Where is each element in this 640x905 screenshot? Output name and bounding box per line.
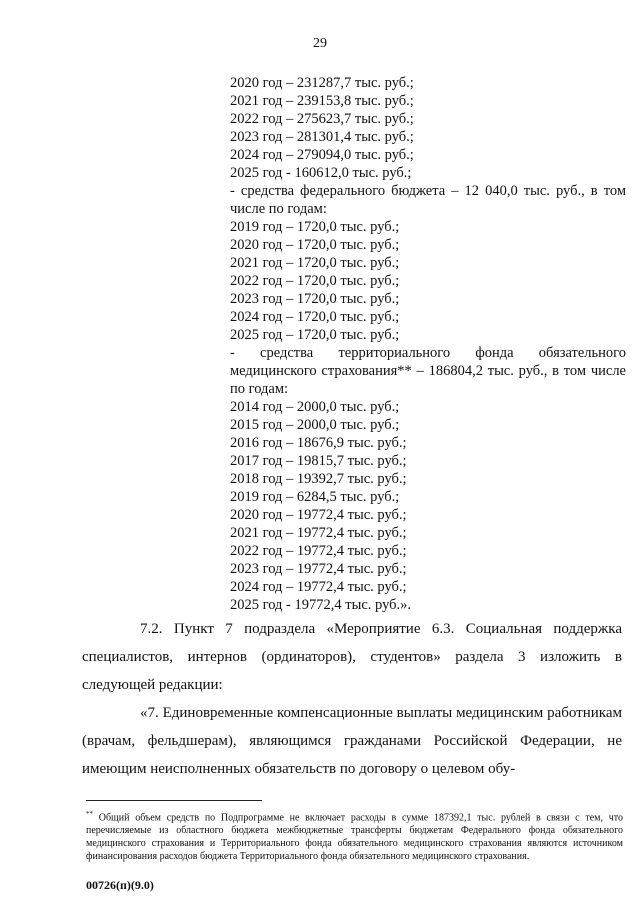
list-item: 2015 год – 2000,0 тыс. руб.;: [230, 417, 400, 433]
list-item: 2024 год – 279094,0 тыс. руб.;: [230, 147, 414, 163]
list-item: 2019 год – 1720,0 тыс. руб.;: [230, 219, 400, 235]
list-item: 2025 год - 160612,0 тыс. руб.;: [230, 165, 412, 181]
list-item: 2020 год – 231287,7 тыс. руб.;: [230, 75, 414, 91]
list-item: 2016 год – 18676,9 тыс. руб.;: [230, 435, 407, 451]
form-code: 00726(п)(9.0): [86, 878, 154, 892]
footnote-divider: [86, 800, 262, 801]
body-text: [82, 615, 622, 783]
paragraph: «7. Единовременные компенсационные выплаты медицинским работникам (врачам, фельдшерам), являющимся гражданами Российской Федерации, не имеющим неисполненных обязательств по договору о целевом обу-: [82, 705, 622, 777]
footnote-text: Общий объем средств по Подпрограмме не включает расходы в сумме 187392,1 тыс. рублей в связи с тем, что перечисляемые из областного бюджета межбюджетные трансферты бюджетам Федерального фонда обязательного медицинского страхования и Территориального фонда обязательного медицинского страхования являются источником финансирования расходов бюджета Территориального фонда обязательного медицинского страхования.: [86, 812, 623, 863]
list-item: 2021 год – 239153,8 тыс. руб.;: [230, 93, 414, 109]
footnote: [86, 808, 623, 863]
list-item: 2014 год – 2000,0 тыс. руб.;: [230, 399, 400, 415]
list-item: 2023 год – 1720,0 тыс. руб.;: [230, 291, 400, 307]
list-item: 2021 год – 1720,0 тыс. руб.;: [230, 255, 400, 271]
list-item: 2023 год – 281301,4 тыс. руб.;: [230, 129, 414, 145]
funding-list: [230, 74, 626, 614]
list-item: 2025 год – 1720,0 тыс. руб.;: [230, 327, 400, 343]
list-item: 2018 год – 19392,7 тыс. руб.;: [230, 471, 407, 487]
list-item: 2019 год – 6284,5 тыс. руб.;: [230, 489, 400, 505]
paragraph: 7.2. Пункт 7 подраздела «Мероприятие 6.3. Социальная поддержка специалистов, интернов (ординаторов), студентов» раздела 3 изложить в следующей редакции:: [82, 621, 622, 693]
list-item: 2024 год – 1720,0 тыс. руб.;: [230, 309, 400, 325]
footnote-marker: **: [86, 810, 93, 818]
list-item: 2020 год – 19772,4 тыс. руб.;: [230, 507, 407, 523]
page-number: 29: [313, 36, 327, 51]
list-item: 2022 год – 19772,4 тыс. руб.;: [230, 543, 407, 559]
tfoms-heading: - средства территориального фонда обязательного медицинского страхования** – 186804,2 тыс. руб., в том числе по годам:: [230, 345, 626, 397]
list-item: 2025 год - 19772,4 тыс. руб.».: [230, 597, 412, 613]
federal-budget-heading: - средства федерального бюджета – 12 040,0 тыс. руб., в том числе по годам:: [230, 183, 626, 217]
list-item: 2022 год – 1720,0 тыс. руб.;: [230, 273, 400, 289]
list-item: 2024 год – 19772,4 тыс. руб.;: [230, 579, 407, 595]
list-item: 2021 год – 19772,4 тыс. руб.;: [230, 525, 407, 541]
list-item: 2020 год – 1720,0 тыс. руб.;: [230, 237, 400, 253]
list-item: 2023 год – 19772,4 тыс. руб.;: [230, 561, 407, 577]
list-item: 2017 год – 19815,7 тыс. руб.;: [230, 453, 407, 469]
list-item: 2022 год – 275623,7 тыс. руб.;: [230, 111, 414, 127]
